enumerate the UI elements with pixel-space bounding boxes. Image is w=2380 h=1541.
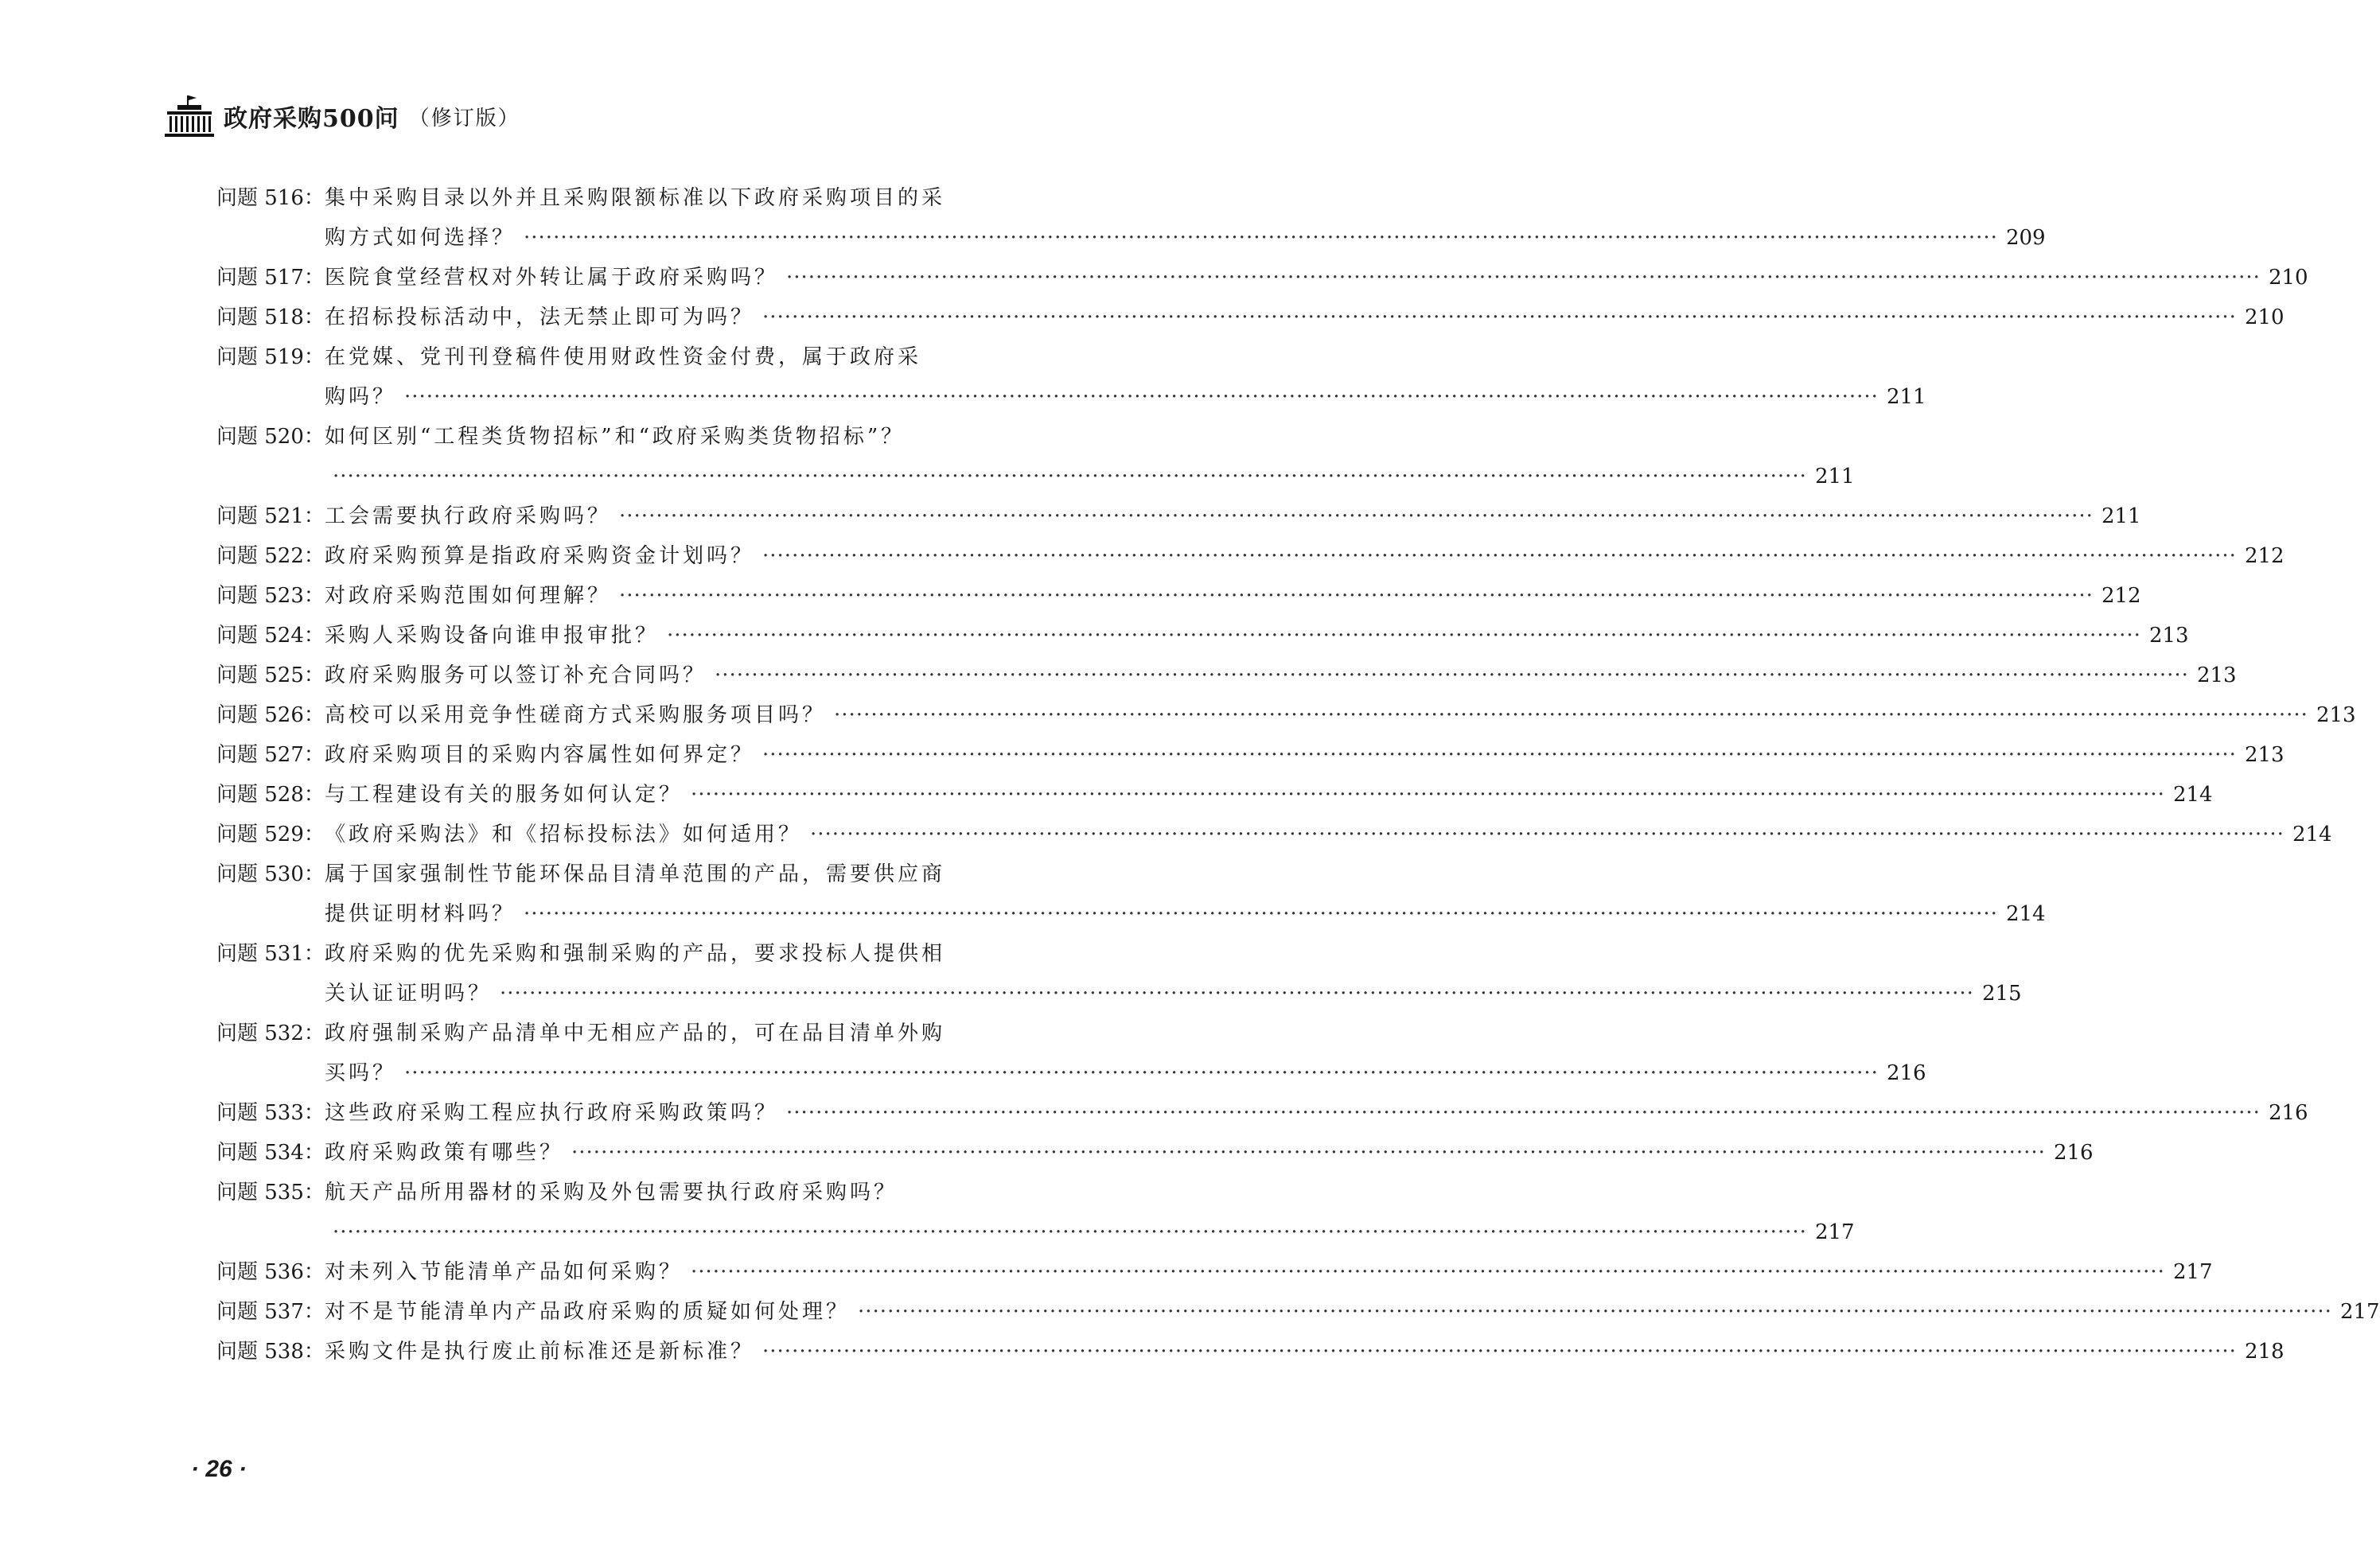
question-number: 问题 524： xyxy=(216,624,325,648)
leader-dots: ········································································································································································································ xyxy=(762,1340,2237,1364)
page-ref: 217 xyxy=(2172,1260,2213,1284)
page-ref: 210 xyxy=(2268,266,2308,290)
toc-entry[interactable] xyxy=(216,934,2022,1014)
question-text: 航天产品所用器材的采购及外包需要执行政府采购吗？ xyxy=(325,1181,898,1204)
page-ref: 213 xyxy=(2196,663,2237,687)
toc-entry[interactable] xyxy=(216,1093,2308,1133)
leader-dots: ········································································································································································································ xyxy=(524,226,1998,250)
toc-entry[interactable] xyxy=(216,1014,1926,1093)
question-number: 问题 518： xyxy=(216,305,325,329)
toc-entry[interactable] xyxy=(216,298,2285,337)
question-text: 政府采购预算是指政府采购资金计划吗？ xyxy=(325,544,755,568)
leader-dots: ········································································································································································································ xyxy=(619,584,2094,608)
question-text: 政府采购项目的采购内容属性如何界定？ xyxy=(325,743,755,767)
leader-dots: ········································································································································································································ xyxy=(500,982,1974,1006)
page-ref: 218 xyxy=(2244,1340,2285,1364)
toc-entry[interactable] xyxy=(216,178,2046,258)
leader-dots: ········································································································································································································ xyxy=(810,823,2285,846)
question-text: 对未列入节能清单产品如何采购？ xyxy=(325,1260,684,1284)
question-number: 问题 533： xyxy=(216,1101,325,1125)
toc-entry[interactable] xyxy=(216,536,2285,576)
page-ref: 214 xyxy=(2005,902,2046,926)
toc-entry[interactable] xyxy=(216,1252,2213,1292)
question-text: 属于国家强制性节能环保品目清单范围的产品，需要供应商 xyxy=(325,862,946,886)
leader-dots: ········································································································································································································ xyxy=(691,783,2165,807)
question-text: 关认证证明吗？ xyxy=(325,982,493,1006)
book-title: 政府采购500问 xyxy=(224,105,399,133)
question-text: 对政府采购范围如何理解？ xyxy=(325,584,612,608)
question-number: 问题 532： xyxy=(216,1021,325,1045)
question-text: 采购人采购设备向谁申报审批？ xyxy=(325,624,660,648)
page-ref: 213 xyxy=(2244,743,2285,767)
leader-dots: ········································································································································································································ xyxy=(667,624,2141,648)
leader-dots: ········································································································································································································ xyxy=(404,385,1879,409)
page-ref: 217 xyxy=(2339,1300,2380,1324)
question-text: 集中采购目录以外并且采购限额标准以下政府采购项目的采 xyxy=(325,186,946,210)
question-text: 高校可以采用竞争性磋商方式采购服务项目吗？ xyxy=(325,703,827,727)
question-text: 采购文件是执行废止前标准还是新标准？ xyxy=(325,1340,755,1364)
question-text: 医院食堂经营权对外转让属于政府采购吗？ xyxy=(325,266,779,290)
question-text: 购方式如何选择？ xyxy=(325,226,516,250)
toc-entry[interactable] xyxy=(216,258,2308,298)
leader-dots: ········································································································································································································ xyxy=(404,1061,1879,1085)
question-number: 问题 537： xyxy=(216,1300,325,1324)
leader-dots: ········································································································································································································ xyxy=(786,266,2261,290)
toc-entry[interactable] xyxy=(216,337,1926,417)
toc-entry[interactable] xyxy=(216,656,2237,695)
toc-entry[interactable] xyxy=(216,417,1855,496)
page-ref: 211 xyxy=(2101,504,2141,528)
question-number: 问题 529： xyxy=(216,823,325,846)
question-number: 问题 522： xyxy=(216,544,325,568)
question-number: 问题 528： xyxy=(216,783,325,807)
toc-entry[interactable] xyxy=(216,695,2356,735)
page-ref: 215 xyxy=(1981,982,2022,1006)
running-header xyxy=(163,94,520,138)
book-edition: （修订版） xyxy=(408,106,520,130)
question-text: 政府采购政策有哪些？ xyxy=(325,1141,564,1165)
question-number: 问题 538： xyxy=(216,1340,325,1364)
leader-dots: ········································································································································································································ xyxy=(858,1300,2332,1324)
leader-dots: ········································································································································································································ xyxy=(786,1101,2261,1125)
question-number: 问题 531： xyxy=(216,942,325,966)
question-text: 在招标投标活动中，法无禁止即可为吗？ xyxy=(325,305,755,329)
question-number: 问题 534： xyxy=(216,1141,325,1165)
leader-dots: ········································································································································································································ xyxy=(834,703,2308,727)
question-text: 在党媒、党刊刊登稿件使用财政性资金付费，属于政府采 xyxy=(325,345,922,369)
page-ref: 211 xyxy=(1886,385,1926,409)
page-ref: 211 xyxy=(1814,465,1855,488)
table-of-contents xyxy=(216,178,2380,1372)
page-ref: 214 xyxy=(2172,783,2213,807)
leader-dots: ········································································································································································································ xyxy=(524,902,1998,926)
toc-entry[interactable] xyxy=(216,854,2046,934)
question-text: 买吗？ xyxy=(325,1061,397,1085)
toc-entry[interactable] xyxy=(216,576,2141,616)
toc-entry[interactable] xyxy=(216,815,2332,854)
question-number: 问题 525： xyxy=(216,663,325,687)
toc-entry[interactable] xyxy=(216,1292,2380,1332)
question-number: 问题 523： xyxy=(216,584,325,608)
question-number: 问题 520： xyxy=(216,425,325,449)
question-text: 工会需要执行政府采购吗？ xyxy=(325,504,612,528)
question-number: 问题 526： xyxy=(216,703,325,727)
question-text: 提供证明材料吗？ xyxy=(325,902,516,926)
page-ref: 214 xyxy=(2292,823,2332,846)
leader-dots: ········································································································································································································ xyxy=(333,1220,1807,1244)
leader-dots: ········································································································································································································ xyxy=(715,663,2189,687)
question-text: 这些政府采购工程应执行政府采购政策吗？ xyxy=(325,1101,779,1125)
question-number: 问题 519： xyxy=(216,345,325,369)
toc-entry[interactable] xyxy=(216,1332,2285,1372)
building-icon xyxy=(163,94,216,138)
toc-entry[interactable] xyxy=(216,735,2285,775)
toc-entry[interactable] xyxy=(216,496,2141,536)
page-ref: 212 xyxy=(2101,584,2141,608)
toc-entry[interactable] xyxy=(216,1173,1855,1252)
question-number: 问题 536： xyxy=(216,1260,325,1284)
page-ref: 216 xyxy=(1886,1061,1926,1085)
leader-dots: ········································································································································································································ xyxy=(571,1141,2046,1165)
question-number: 问题 530： xyxy=(216,862,325,886)
question-number: 问题 535： xyxy=(216,1181,325,1204)
page-ref: 213 xyxy=(2316,703,2356,727)
page-ref: 216 xyxy=(2268,1101,2308,1125)
leader-dots: ········································································································································································································ xyxy=(619,504,2094,528)
question-text: 如何区别“工程类货物招标”和“政府采购类货物招标”？ xyxy=(325,425,906,449)
page-ref: 209 xyxy=(2005,226,2046,250)
leader-dots: ········································································································································································································ xyxy=(691,1260,2165,1284)
leader-dots: ········································································································································································································ xyxy=(762,743,2237,767)
leader-dots: ········································································································································································································ xyxy=(762,544,2237,568)
question-text: 对不是节能清单内产品政府采购的质疑如何处理？ xyxy=(325,1300,851,1324)
question-text: 政府强制采购产品清单中无相应产品的，可在品目清单外购 xyxy=(325,1021,946,1045)
page-ref: 217 xyxy=(1814,1220,1855,1244)
question-number: 问题 516： xyxy=(216,186,325,210)
page-number: · 26 · xyxy=(191,1456,247,1482)
question-text: 《政府采购法》和《招标投标法》如何适用？ xyxy=(325,823,803,846)
page-ref: 212 xyxy=(2244,544,2285,568)
toc-entry[interactable] xyxy=(216,775,2213,815)
toc-entry[interactable] xyxy=(216,1133,2094,1173)
question-text: 与工程建设有关的服务如何认定？ xyxy=(325,783,684,807)
leader-dots: ········································································································································································································ xyxy=(333,465,1807,488)
question-text: 政府采购服务可以签订补充合同吗？ xyxy=(325,663,707,687)
page-ref: 216 xyxy=(2053,1141,2094,1165)
question-text: 购吗？ xyxy=(325,385,397,409)
page-ref: 213 xyxy=(2148,624,2189,648)
question-text: 政府采购的优先采购和强制采购的产品，要求投标人提供相 xyxy=(325,942,946,966)
question-number: 问题 517： xyxy=(216,266,325,290)
toc-entry[interactable] xyxy=(216,616,2189,656)
question-number: 问题 521： xyxy=(216,504,325,528)
question-number: 问题 527： xyxy=(216,743,325,767)
leader-dots: ········································································································································································································ xyxy=(762,305,2237,329)
page-ref: 210 xyxy=(2244,305,2285,329)
